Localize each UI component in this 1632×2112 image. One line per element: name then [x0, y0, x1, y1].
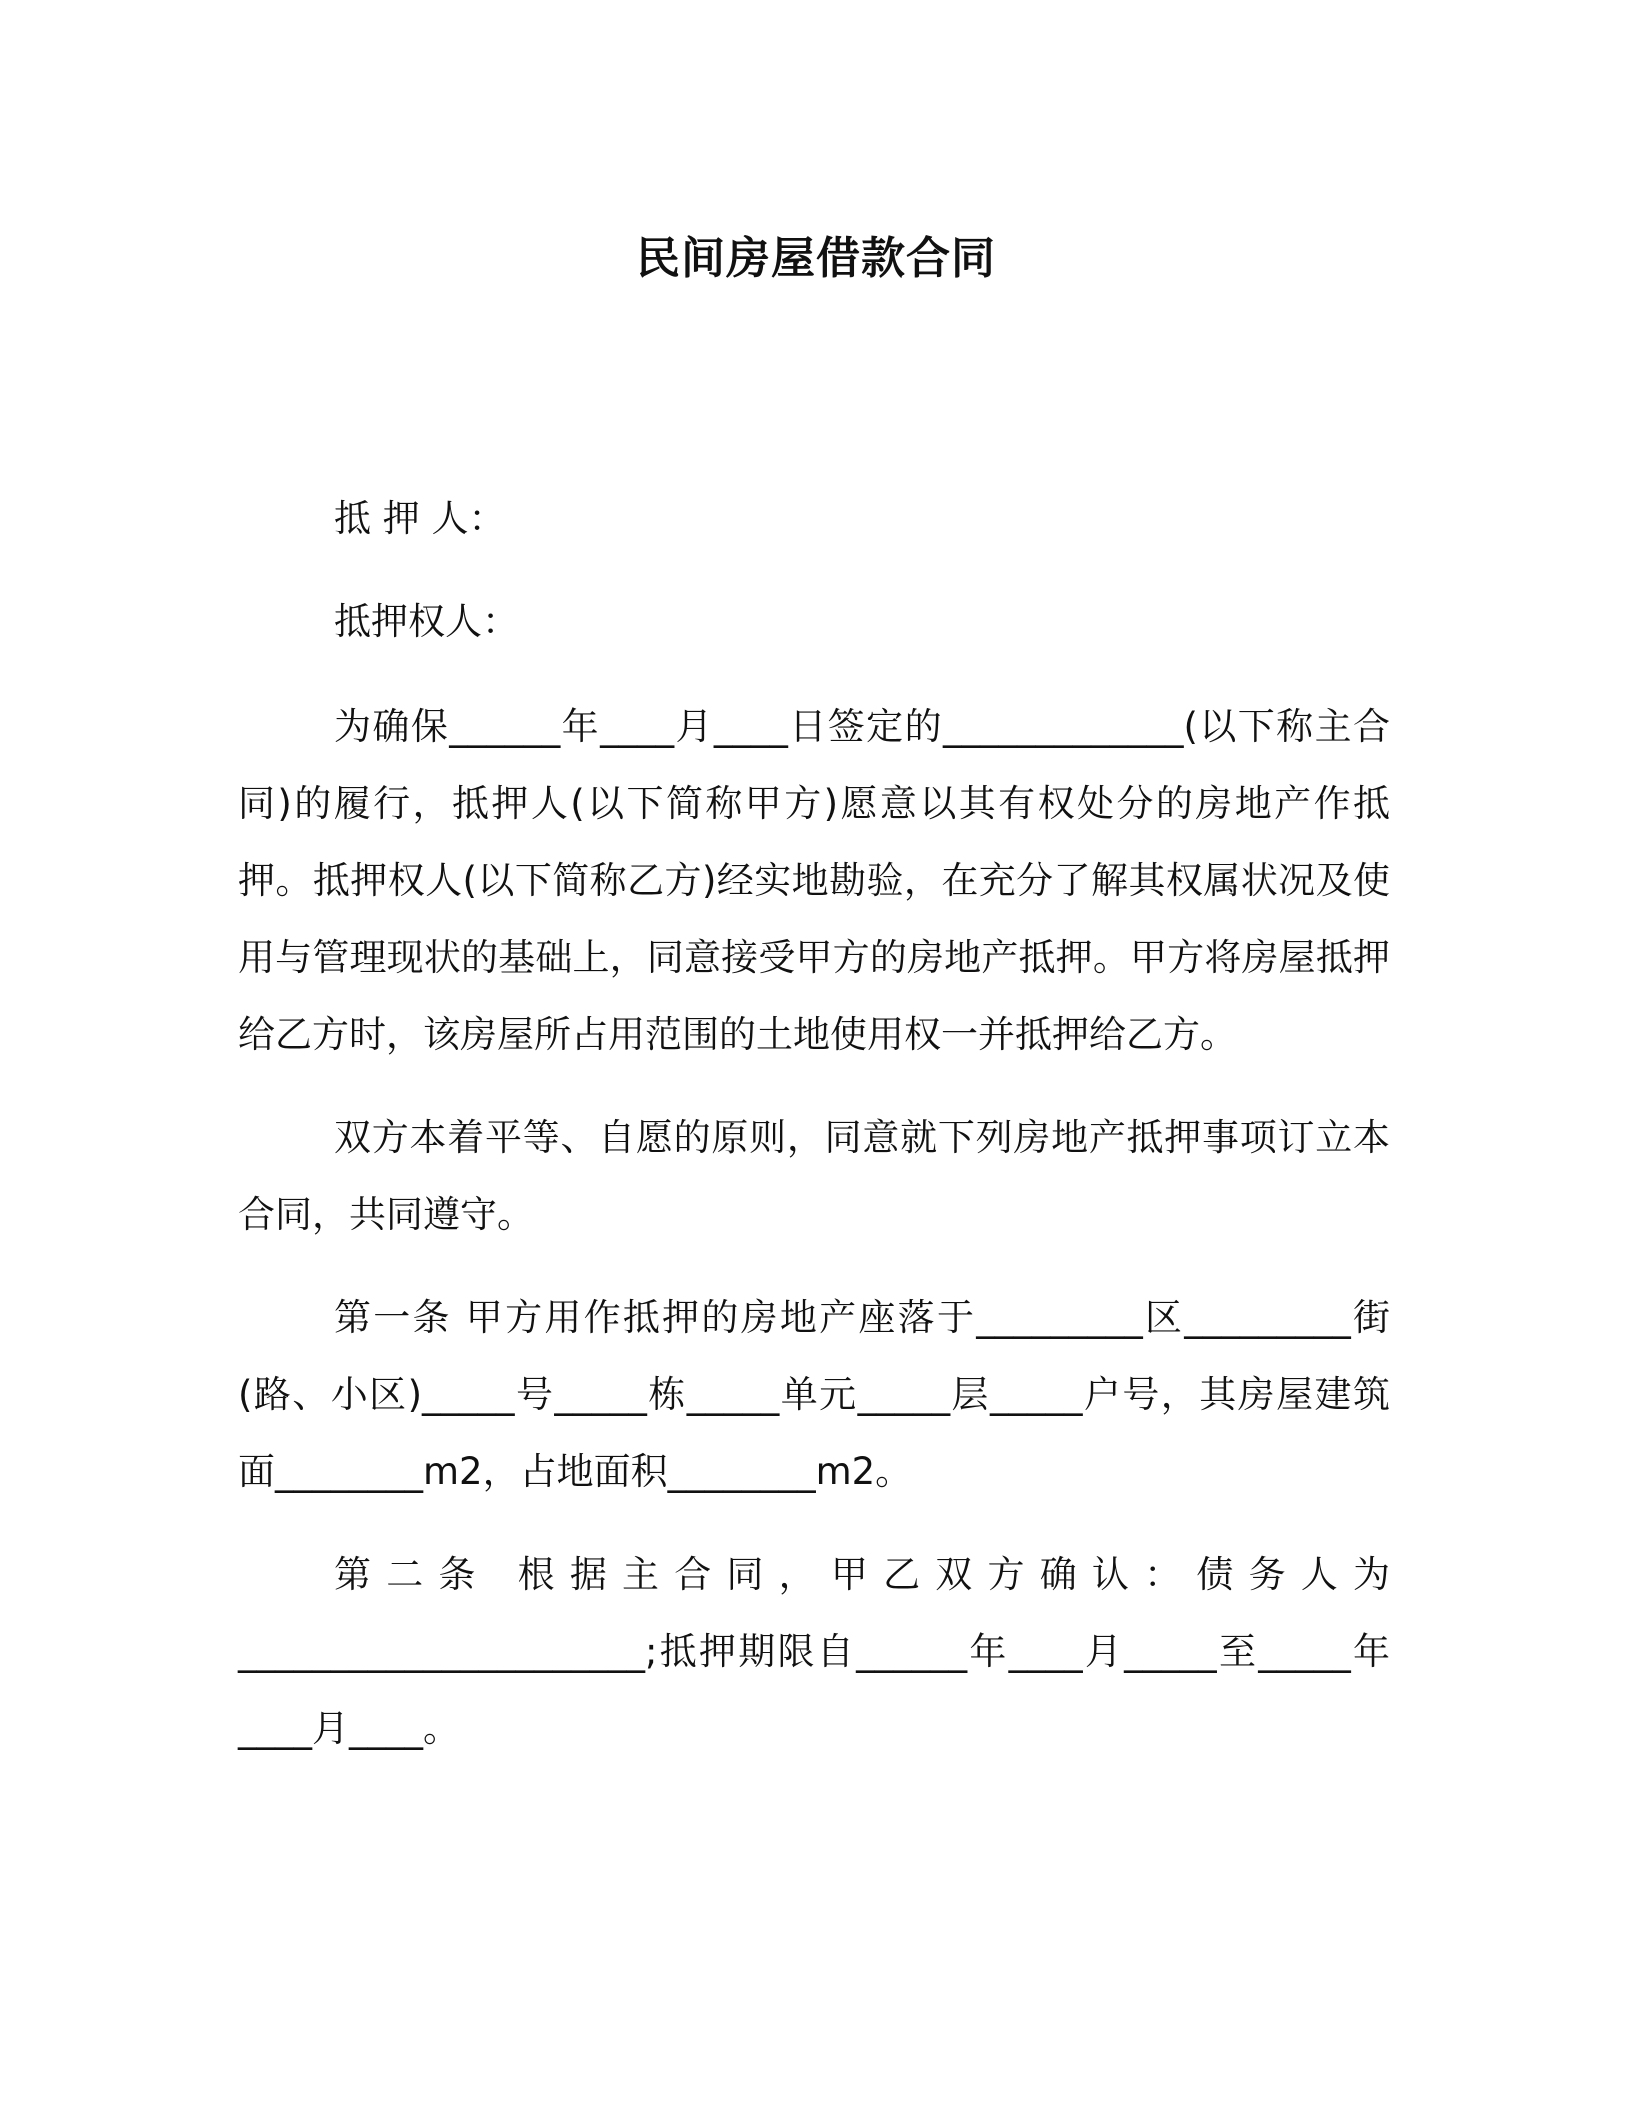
mortgagee-label: 抵押权人：	[334, 600, 519, 643]
paragraph-agreement: 双方本着平等、自愿的原则，同意就下列房地产抵押事项订立本合同，共同遵守。	[238, 1116, 1390, 1236]
contract-body	[238, 688, 1390, 1767]
mortgagor-label: 抵 押 人：	[334, 497, 506, 540]
document-title: 民间房屋借款合同	[636, 233, 996, 284]
paragraph-purpose: 为确保______年____月____日签定的_____________(以下称主合同)的履行，抵押人(以下简称甲方)愿意以其有权处分的房地产作抵押。抵押权人(以下简称乙方)经实地勘验，在充分了解其权属状况及使用与管理现状的基础上，同意接受甲方的房地产抵押。甲方将房屋抵押给乙方时，该房屋所占用范围的土地使用权一并抵押给乙方。	[238, 705, 1390, 1056]
paragraph-article-two: 第二条 根据主合同，甲乙双方确认：债务人为______________________;抵押期限自______年____月_____至_____年____月____。	[238, 1553, 1390, 1750]
paragraph-article-one: 第一条 甲方用作抵押的房地产座落于_________区_________街(路、小区)_____号_____栋_____单元_____层_____户号，其房屋建筑面________m2，占地面积________m2。	[238, 1296, 1390, 1493]
